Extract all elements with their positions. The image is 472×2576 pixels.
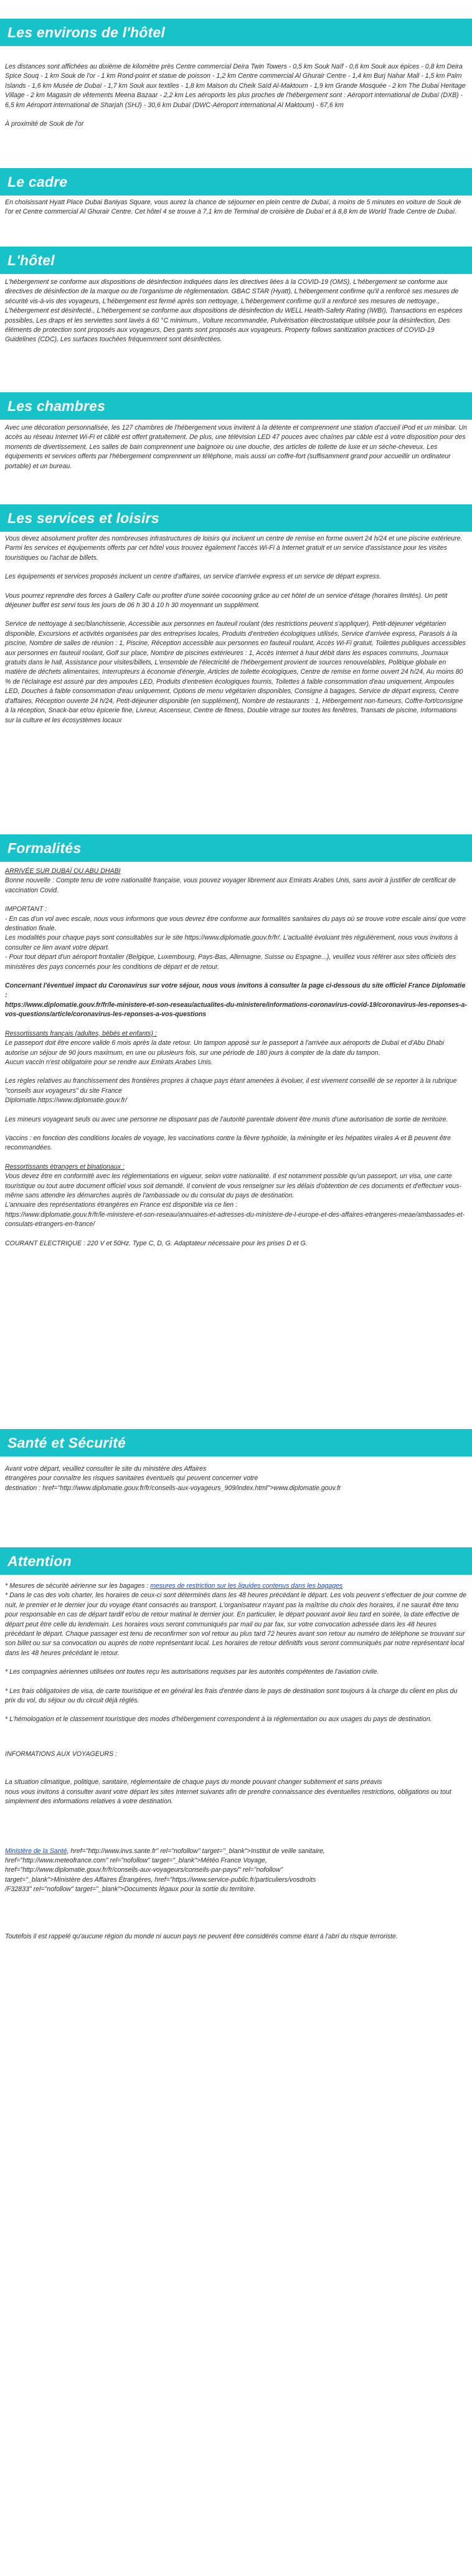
formalites-coronavirus-url: https://www.diplomatie.gouv.fr/fr/le-ministere-et-son-reseau/actualites-du-ministere/informations-coronavirus-covid-19/coronavirus-les-reponses-a-vos-questions/article/coronavirus-les-reponses-a-vos-questions <box>5 1001 467 1019</box>
formalites-directory-label: L'annuaire des représentations étrangères en France est disponible via ce lien : <box>5 1201 238 1209</box>
formalites-important-border-airports: - Pour tout départ d'un aéroport frontalier (Belgique, Luxembourg, Pays-Bas, Allemagne, Suisse ou Espagne...), veuillez vous référer aux sites officiels des ministères des pays concernés pour les conditions de départ et de retour. <box>5 953 456 971</box>
section-title-attention: Attention <box>7 1553 72 1569</box>
section-title-hotel: L'hôtel <box>7 252 55 268</box>
cadre-description: En choisissant Hyatt Place Dubai Baniyas Square, vous aurez la chance de séjourner en plein centre de Dubaï, à moins de 5 minutes en voiture de Souk de l'or et Centre commercial Al Ghurair Centre. Cet hôtel 4 se trouve à 7,1 km de Terminal de croisière de Dubaï et à 8,8 km de World Trade Centre de Dubaï. <box>5 199 461 216</box>
services-express: Les équipements et services proposés incluent un centre d'affaires, un service d'arrivée express et un service de départ express. <box>5 573 382 581</box>
links-line-4: target="_blank">Ministère des Affaires Étrangères, href="https://www.service-public.fr/particuliers/vosdroits <box>5 1875 316 1884</box>
formalites-french-nationals-text: Le passeport doit être encore valide 6 mois après la date retour. Un tampon apposé sur le passeport à l'arrivée aux aéroports de Dubaï et d'Abu Dhabi autorise un séjour de 90 jours maximum, en une ou plusieurs fois, sur une période de 180 jours à compter de la date du tampon. <box>5 1039 445 1057</box>
services-leisure: Vous devez absolument profiter des nombreuses infrastructures de loisirs qui incluent un centre de remise en forme ouvert 24 h/24 et une piscine extérieure. Parmi les services et équipements offerts par cet hôtel vous trouvez également l'accès Wi-Fi à Internet gratuit et un service d'assistance pour les visites touristiques ou l'achat de billets. <box>5 535 463 562</box>
formalites-electric-current: COURANT ELECTRIQUE : 220 V et 50Hz. Type C, D, G. Adaptateur nécessaire pour les prises D et G. <box>5 1239 308 1247</box>
section-body-formalites <box>0 867 472 1258</box>
section-header-hotel <box>0 247 472 274</box>
section-body-cadre <box>0 198 472 227</box>
sante-line-2: étrangères pour connaître les risques sanitaires éventuels qui peuvent concerner votre <box>5 1474 258 1483</box>
formalites-important-modalities: Les modalités pour chaque pays sont consultables sur le site https://www.diplomatie.gouv.fr/fr/. L'actualité évoluant très régulièrement, nous vous invitons à consulter ce lien avant votre départ. <box>5 934 458 951</box>
formalites-vaccines: Vaccins : en fonction des conditions locales de voyage, les vaccinations contre la fièvre typhoïde, la méningite et les hépatites virales A et B peuvent être recommandées. <box>5 1134 451 1152</box>
formalites-border-rules-link: Diplomatie.https://www.diplomatie.gouv.fr/ <box>5 1097 127 1105</box>
formalites-directory-url: https://www.diplomatie.gouv.fr/fr/le-ministere-et-son-reseau/annuaires-et-adresses-du-ministere-de-l-europe-et-des-affaires-etrangeres-meae/ambassades-et-consulats-etrangers-en-france/ <box>5 1210 465 1229</box>
formalites-foreigners-text: Vous devez être en conformité avec les réglementations en vigueur, selon votre nationalité. Il est notamment possible qu'un passeport, un visa, une carte touristique ou tout autre document officiel vous soit demandé. Il convient de vous renseigner sur les délais d'obtention de ces documents et d'effectuer vous-même sans attendre les démarches auprès de l'ambassade ou du consulat du pays de destination. <box>5 1172 462 1199</box>
links-line-5: /F32833" rel="nofollow" target="_blank">Documents légaux pour la sortie du territoire. <box>5 1885 256 1894</box>
links-line-3: href="http://www.diplomatie.gouv.fr/fr/conseils-aux-voyageurs/conseils-par-pays/" rel="nofollow" <box>5 1866 283 1874</box>
services-amenities-list: Service de nettoyage à sec/blanchisserie, Accessible aux personnes en fauteuil roulant (des restrictions peuvent s'appliquer), Petit-déjeuner végétarien disponible, Excursions et activités organisées par des entreprises locales, Produits d'entretien écologiques utilisés, Service d'arrivée express, Parasols à la piscine, Nombre de salles de réunion : 1, Piscine, Réception accessible aux personnes en fauteuil roulant, Accès Wi-Fi gratuit, Toilettes publiques accessibles aux personnes en fauteuil roulant, Golf sur place, Nombre de piscines extérieures : 1, Accès Internet à haut débit dans les espaces communs, Journaux gratuits dans le hall, Assistance pour visites/billets, L'ensemble de l'électricité de l'hébergement provient de sources renouvelables, Politique globale en matière de déchets alimentaires, Interrupteurs à économie d'énergie, Articles de toilette écologiques, Centre de remise en forme ouvert 24 h/24, Au moins 80 % de l'éclairage est assuré par des ampoules LED, Produits d'entretien écologiques fournis, Toilettes à faible consommation d'eau uniquement, Ampoules LED, Douches à faible consommation d'eau uniquement, Options de menu végétarien disponibles, Consigne à bagages, Service de départ express, Centre d'affaires, Réception ouverte 24 h/24, Petit-déjeuner disponible (en supplément), Nombre de restaurants : 1, Hébergement non-fumeurs, Coffre-fort/consigne à la réception, Snack-bar et/ou épicerie fine, Livreur, Ascenseur, Centre de fitness, Double vitrage sur toutes les fenêtres, Transats de piscine, Informations sur la culture et les écosystèmes locaux <box>5 620 466 724</box>
formalites-important-stopover: - En cas d'un vol avec escale, nous vous informons que vous devrez être conforme aux formalités sanitaires du pays où se trouve votre escale ainsi que votre destination finale. <box>5 915 466 933</box>
formalites-arrival-text: Bonne nouvelle : Compte tenu de votre nationalité française, vous pouvez voyager librement aux Emirats Arabes Unis, sans avoir à justifier de certificat de vaccination Covid. <box>5 877 456 894</box>
attention-homologation: * L'hémologation et le classement touristique des modes d'hébergement correspondent à la réglementation ou aux usages du pays de destination. <box>5 1715 432 1724</box>
section-title-formalites: Formalités <box>7 840 82 856</box>
attention-travelers-info-p2: nous vous invitons à consulter avant votre départ les sites Internet suivants afin de prendre connaissance des éventuelles restrictions, obligations ou tout simplement des informations relatives à votre destination. <box>5 1788 451 1806</box>
attention-travelers-info-heading: INFORMATIONS AUX VOYAGEURS : <box>5 1750 118 1758</box>
section-header-environs <box>0 19 472 46</box>
section-title-services: Les services et loisirs <box>7 510 159 526</box>
section-header-cadre <box>0 168 472 196</box>
attention-baggage <box>5 1582 467 1591</box>
formalites-border-rules: Les règles relatives au franchissement des frontières propres à chaque pays étant amenées à évoluer, il est vivement conseillé de se reporter à la rubrique "conseils aux voyageurs" du site France <box>5 1077 457 1095</box>
section-body-environs <box>0 62 472 138</box>
section-title-cadre: Le cadre <box>7 174 68 190</box>
formalites-coronavirus-notice: Concernant l'éventuel impact du Coronavirus sur votre séjour, nous vous invitons à consulter la page ci-dessous du site officiel France Diplomatie : <box>5 982 466 999</box>
links-line-2: href="http://www.meteofrance.com" rel="nofollow" target="_blank">Météo France Voyage, <box>5 1856 267 1864</box>
formalites-french-nationals-heading: Ressortissants français (adultes, bébés et enfants) : <box>5 1029 157 1037</box>
formalites-arrival-heading: ARRIVÉE SUR DUBAÏ OU ABU DHABI <box>5 867 121 875</box>
section-title-chambres: Les chambres <box>7 398 106 414</box>
section-body-services <box>0 534 472 735</box>
section-header-services <box>0 504 472 532</box>
attention-charter-flights: * Dans le cas des vols charter, les horaires de ceux-ci sont déterminés dans les 48 heures précédant le départ. Les vols peuvent s'effectuer de jour comme de nuit, le premier et le dernier jour du voyage étant consacrés au transport. L'organisateur n'ayant pas la maîtrise du choix des horaires, il ne saurait être tenu pour responsable en cas de départ tardif et/ou de retour matinal le dernier jour. En particulier, le départ pouvant avoir lieu tard en soirée, la date effective de départ peut être celle du lendemain. Les horaires vous seront communiqués par mail ou par fax, sur votre convocation adressée dans les 48 heures précédant le départ. Chaque passager est tenu de reconfirmer son vol retour au plus tard 72 heures avant son retour au numéro de téléphone se trouvant sur son billet ou sur sa convocation ou auprès de notre représentant local. Les horaires de retour définitifs vous seront communiqués par notre représentant local dans les 48 heures précédant le retour. <box>5 1592 467 1657</box>
sante-line-1: Avant votre départ, veuillez consulter le site du ministère des Affaires <box>5 1465 207 1473</box>
links-line-1-rest: , href="http://www.invs.sante.fr" rel="nofollow" target="_blank">Institut de veille sanitaire, <box>67 1847 325 1855</box>
section-title-environs: Les environs de l'hôtel <box>7 24 165 40</box>
section-header-formalites <box>0 834 472 862</box>
section-header-chambres <box>0 392 472 420</box>
hotel-description: L'hébergement se conforme aux dispositions de désinfection indiquées dans les directives liées à la COVID-19 (OMS), L'hébergement se conforme aux directives de désinfection de la marque ou de l'organisme de réglementation. GBAC STAR (Hyatt), L'hébergement confirme qu'il a renforcé ses mesures de sécurité vis-à-vis des voyageurs, L'hébergement est fermé après son nettoyage, L'hébergement confirme qu'il a renforcé ses mesures de nettoyage., L'hébergement est désinfecté., L'hébergement se conforme aux dispositions de désinfection du WELL Health-Safety Rating (IWBI), Transactions en espèces possibles, Les draps et les serviettes sont lavés à 60 °C minimum., Voiture recommandée, Pulvérisation électrostatique utilisée pour la désinfection, Des éléments de protection sont proposés aux voyageurs, Des gants sont proposés aux voyageurs. Property follows sanitization practices of COVID-19 Guidelines (CDC), Les surfaces touchées fréquemment sont désinfectées. <box>5 278 463 344</box>
attention-travelers-info-p1: La situation climatique, politique, sanitaire, réglementaire de chaque pays du monde pouvant changer subitement et sans préavis <box>5 1778 382 1786</box>
section-body-attention <box>0 1582 472 1951</box>
section-body-hotel <box>0 278 472 354</box>
environs-proximity: À proximité de Souk de l'or <box>5 120 84 128</box>
attention-baggage-label: * Mesures de sécurité aérienne sur les bagages : <box>5 1582 151 1590</box>
services-dining: Vous pourrez reprendre des forces à Gallery Cafe ou profiter d'une soirée cocooning grâce au cet hôtel de un service d'étage (horaires limités). Un petit déjeuner buffet est servi tous les jours de 06 h 30 à 10 h 30 moyennant un supplément. <box>5 592 448 610</box>
section-header-sante <box>0 1429 472 1456</box>
formalites-minors: Les mineurs voyageant seuls ou avec une personne ne disposant pas de l'autorité parentale doivent être munis d'une autorisation de sortie de territoire. <box>5 1115 448 1123</box>
liquids-restriction-link[interactable]: mesures de restriction sur les liquides contenus dans les bagages <box>150 1582 343 1590</box>
attention-fees: * Les frais obligatoires de visa, de carte touristique et en général les frais d'entrée dans le pays de destination sont toujours à la charge du client en plus du prix du vol, du séjour ou du circuit déjà réglés. <box>5 1687 458 1705</box>
chambres-description: Avec une décoration personnalisée, les 127 chambres de l'hébergement vous invitent à la détente et comprennent une station d'accueil iPod et un minibar. Un accès au réseau Internet Wi-Fi et câblé est offert gratuitement. De plus, une télévision LED 47 pouces avec chaînes par câble est à votre disposition pour des moments de divertissement. Les salles de bain comprennent une baignoire ou une douche, des articles de toilette de luxe et un sèche-cheveux. Les équipements et services offerts par l'hébergement comprennent un téléphone, mais aussi un coffre-fort (suffisamment grand pour accueillir un ordinateur portable) et un bureau. <box>5 424 467 470</box>
sante-line-3: destination : href="http://www.diplomatie.gouv.fr/fr/conseils-aux-voyageurs_909/index.html">www.diplomatie.gouv.fr <box>5 1484 341 1492</box>
formalites-vaccine-note: Aucun vaccin n'est obligatoire pour se rendre aux Emirats Arabes Unis. <box>5 1058 213 1066</box>
ministry-health-link[interactable]: Ministère de la Santé <box>5 1847 67 1855</box>
attention-terrorism-note: Toutefois il est rappelé qu'aucune région du monde ni aucun pays ne peuvent être considérés comme étant à l'abri du risque terroriste. <box>5 1932 398 1940</box>
environs-distances: Les distances sont affichées au dixième de kilomètre près Centre commercial Deira Twin Towers - 0,5 km Souk Naïf - 0,6 km Souk aux épices - 0,8 km Deira Spice Souq - 1 km Souk de l'or - 1 km Rond-point et statue de poisson - 1,2 km Centre commercial Al Ghurair Centre - 1,4 km Burj Nahar Mall - 1,5 km Palm Islands - 1,6 km Musée de Dubaï - 1,7 km Souk aux textiles - 1,8 km Maison du Cheik Saïd Al-Maktoum - 1,9 km Grande Mosquée - 2 km The Dubai Heritage Village - 2 km Magasin de vêtements Meena Bazaar - 2,2 km Les aéroports les plus proches de l'hébergement sont : Aéroport international de Dubaï (DXB) - 6,5 km Aéroport international de Sharjah (SHJ) - 30,6 km Dubaï (DWC-Aéroport international Al Maktoum) - 67,6 km <box>5 63 466 109</box>
section-body-chambres <box>0 423 472 481</box>
section-header-attention <box>0 1547 472 1575</box>
section-title-sante: Santé et Sécurité <box>7 1435 126 1451</box>
attention-airlines: * Les compagnies aériennes utilisées ont toutes reçu les autorisations requises par les autorités compétentes de l'aviation civile. <box>5 1668 379 1676</box>
formalites-foreigners-heading: Ressortissants étrangers et binationaux : <box>5 1163 125 1171</box>
formalites-important-heading: IMPORTANT : <box>5 905 47 913</box>
section-body-sante <box>0 1465 472 1493</box>
